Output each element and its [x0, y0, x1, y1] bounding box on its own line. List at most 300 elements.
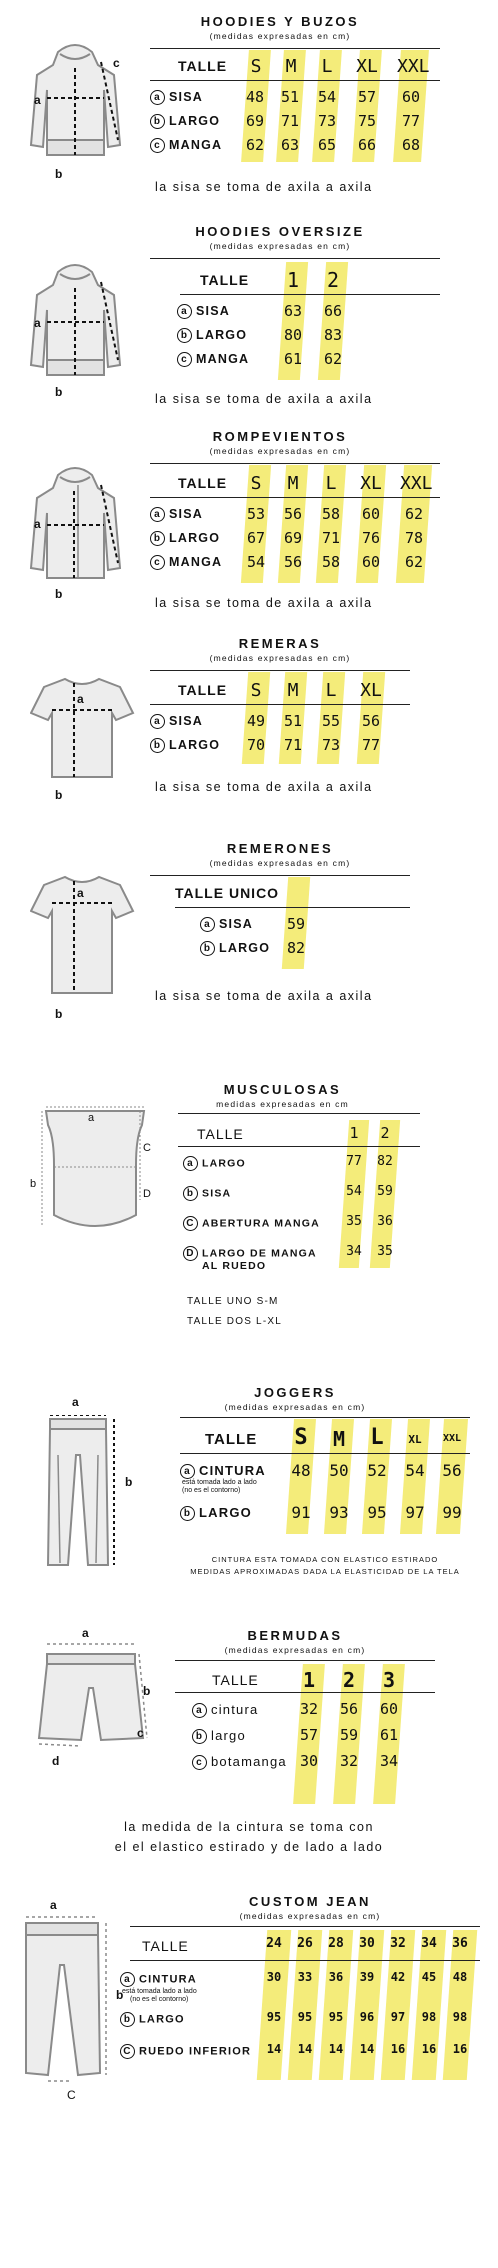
size-note: TALLE UNO S-M	[187, 1296, 279, 1307]
row-label-text: MANGA	[169, 138, 223, 152]
size-note: TALLE DOS L-XL	[187, 1316, 282, 1327]
row-sublabel: (no es el contorno)	[130, 1996, 189, 2003]
section-subtitle: (medidas expresadas en cm)	[209, 858, 351, 868]
header-size: 1	[286, 268, 300, 292]
cell-value: 59	[286, 915, 306, 933]
letter-badge: c	[192, 1755, 207, 1770]
letter-badge: c	[150, 555, 165, 570]
row-label-text: LARGO	[169, 738, 221, 752]
section-subtitle: (medidas expresadas en cm)	[209, 31, 351, 41]
cell-value: 76	[361, 529, 381, 547]
dim-c-label: c	[137, 1726, 144, 1740]
header-size: S	[250, 680, 262, 701]
header-talle: TALLE	[212, 1672, 259, 1688]
section-joggers	[0, 1375, 498, 1600]
cell-value: 77	[401, 112, 421, 130]
header-size: XL	[356, 56, 378, 77]
row-label-text: SISA	[196, 304, 230, 318]
row-label	[150, 738, 220, 753]
divider	[150, 80, 440, 81]
cell-value: 73	[317, 112, 337, 130]
header-size: L	[325, 473, 337, 494]
row-label-text: LARGO	[202, 1157, 246, 1170]
section-title: CUSTOM JEAN	[249, 1894, 371, 1909]
header-size: 26	[297, 1936, 313, 1951]
header-size: 30	[359, 1936, 375, 1951]
letter-badge: c	[150, 138, 165, 153]
header-size: XXL	[442, 1433, 462, 1444]
cell-value: 56	[283, 553, 303, 571]
cell-value: 63	[280, 136, 300, 154]
row-label-text: LARGO	[169, 114, 221, 128]
cell-value: 30	[266, 1970, 282, 1984]
header-size: 32	[390, 1936, 406, 1951]
row-label	[200, 917, 253, 932]
letter-badge: b	[150, 114, 165, 129]
divider	[175, 907, 410, 908]
section-hoodies	[0, 0, 498, 210]
cell-value: 60	[401, 88, 421, 106]
header-size: S	[294, 1425, 308, 1450]
sisa-note: la sisa se toma de axila a axila	[155, 180, 373, 194]
row-label	[177, 304, 230, 319]
cell-value: 54	[317, 88, 337, 106]
row-label-text: MANGA	[169, 555, 223, 569]
dim-b-label: b	[55, 1007, 63, 1021]
cell-value: 61	[283, 350, 303, 368]
cell-value: 56	[361, 712, 381, 730]
row-label	[192, 1728, 246, 1744]
row-label-text: ABERTURA MANGA	[202, 1217, 320, 1230]
header-size: 1	[349, 1124, 359, 1142]
cell-value: 33	[297, 1970, 313, 1984]
section-subtitle: medidas expresadas en cm	[216, 1099, 349, 1109]
section-remeras	[0, 630, 498, 820]
cell-value: 63	[283, 302, 303, 320]
row-label	[120, 1972, 197, 1987]
cell-value: 35	[346, 1214, 362, 1229]
row-label	[150, 114, 220, 129]
cell-value: 52	[367, 1461, 387, 1480]
row-label	[183, 1186, 231, 1201]
divider	[180, 294, 440, 295]
divider	[175, 1660, 435, 1661]
dim-a-label: a	[34, 93, 41, 107]
cell-value: 45	[421, 1970, 437, 1984]
joggers-illustration	[38, 1415, 118, 1580]
dim-c-label: c	[113, 56, 120, 70]
header-talle: TALLE	[200, 272, 250, 288]
cell-value: 71	[280, 112, 300, 130]
letter-badge: a	[150, 90, 165, 105]
row-sublabel: (no es el contorno)	[182, 1487, 241, 1494]
tank-top-illustration	[40, 1105, 150, 1240]
divider	[130, 1926, 480, 1927]
cell-value: 16	[390, 2042, 406, 2056]
row-label	[150, 714, 203, 729]
dim-a-label: a	[34, 316, 41, 330]
header-size: M	[285, 56, 297, 77]
cell-value: 57	[299, 1726, 319, 1744]
cell-value: 95	[297, 2010, 313, 2024]
row-label	[150, 507, 203, 522]
divider	[130, 1960, 480, 1961]
letter-badge: c	[177, 352, 192, 367]
cell-value: 77	[361, 736, 381, 754]
header-talle: TALLE	[178, 475, 228, 491]
cell-value: 67	[246, 529, 266, 547]
cell-value: 54	[246, 553, 266, 571]
section-subtitle: (medidas expresadas en cm)	[209, 446, 351, 456]
cell-value: 71	[321, 529, 341, 547]
cell-value: 14	[266, 2042, 282, 2056]
letter-badge: a	[200, 917, 215, 932]
section-hoodies-oversize	[0, 210, 498, 415]
cell-value: 32	[339, 1752, 359, 1770]
dim-c-label: C	[143, 1142, 151, 1154]
highlight-34	[412, 1930, 446, 2080]
section-subtitle: (medidas expresadas en cm)	[209, 653, 351, 663]
cell-value: 51	[280, 88, 300, 106]
header-size: 2	[326, 268, 340, 292]
cell-value: 83	[323, 326, 343, 344]
cell-value: 48	[245, 88, 265, 106]
row-label	[192, 1702, 258, 1718]
dim-d-label: d	[52, 1754, 60, 1768]
cell-value: 60	[379, 1700, 399, 1718]
cell-value: 58	[321, 505, 341, 523]
cell-value: 60	[361, 505, 381, 523]
cell-value: 82	[377, 1154, 393, 1169]
row-label-text: largo	[211, 1728, 246, 1743]
dim-b-label: b	[55, 788, 63, 802]
cell-value: 71	[283, 736, 303, 754]
section-title: HOODIES OVERSIZE	[195, 224, 365, 239]
letter-badge: b	[177, 328, 192, 343]
section-title: ROMPEVIENTOS	[212, 429, 348, 444]
row-label	[183, 1156, 246, 1171]
cell-value: 59	[377, 1184, 393, 1199]
dim-b-label: b	[55, 167, 63, 181]
header-size: S	[250, 56, 262, 77]
section-subtitle: (medidas expresadas en cm)	[239, 1911, 381, 1921]
dim-a-label: a	[34, 517, 41, 531]
section-remerones	[0, 835, 498, 1035]
header-size: 1	[302, 1668, 316, 1692]
cell-value: 68	[401, 136, 421, 154]
letter-badge: b	[150, 531, 165, 546]
row-label-text: SISA	[202, 1187, 232, 1200]
cell-value: 99	[442, 1503, 462, 1522]
letter-badge: a	[183, 1156, 198, 1171]
divider	[178, 1113, 420, 1114]
cell-value: 97	[390, 2010, 406, 2024]
cell-value: 78	[404, 529, 424, 547]
highlight-26	[288, 1930, 322, 2080]
highlight-24	[257, 1930, 291, 2080]
cell-value: 50	[329, 1461, 349, 1480]
header-talle: TALLE	[178, 682, 228, 698]
section-custom-jean	[0, 1880, 498, 2130]
dim-a-label: a	[77, 692, 84, 706]
letter-badge: C	[120, 2044, 135, 2059]
divider	[150, 258, 440, 259]
row-label-text: LARGO	[199, 1505, 252, 1520]
letter-badge: b	[183, 1186, 198, 1201]
section-bermudas	[0, 1620, 498, 1860]
letter-badge: b	[180, 1506, 195, 1521]
dim-b-label: b	[55, 587, 63, 601]
row-label	[150, 555, 222, 570]
cell-value: 34	[346, 1244, 362, 1259]
section-title: MUSCULOSAS	[223, 1082, 342, 1097]
letter-badge: a	[150, 714, 165, 729]
highlight-30	[350, 1930, 384, 2080]
letter-badge: b	[150, 738, 165, 753]
cell-value: 36	[377, 1214, 393, 1229]
dim-a-label: a	[72, 1395, 79, 1409]
waist-note: el el elastico estirado y de lado a lado	[114, 1840, 384, 1854]
section-subtitle: (medidas expresadas en cm)	[224, 1402, 366, 1412]
header-size: L	[321, 56, 333, 77]
header-size: 28	[328, 1936, 344, 1951]
header-size: S	[250, 473, 262, 494]
header-size: 3	[382, 1668, 396, 1692]
cell-value: 14	[328, 2042, 344, 2056]
section-title: BERMUDAS	[247, 1628, 343, 1643]
cell-value: 16	[452, 2042, 468, 2056]
header-size: L	[325, 680, 337, 701]
row-label	[120, 2044, 251, 2059]
header-talle: TALLE	[178, 58, 228, 74]
section-rompevientos	[0, 415, 498, 630]
section-title: REMERONES	[226, 841, 334, 856]
header-size: XL	[360, 473, 382, 494]
row-label-text: SISA	[219, 917, 253, 931]
dim-b-label: b	[30, 1178, 37, 1190]
dim-d-label: D	[143, 1188, 151, 1200]
cell-value: 16	[421, 2042, 437, 2056]
row-label	[177, 328, 247, 343]
jacket-illustration	[28, 463, 123, 598]
row-label-text: cintura	[211, 1702, 259, 1717]
divider	[150, 875, 410, 876]
divider	[175, 1692, 435, 1693]
cell-value: 14	[359, 2042, 375, 2056]
cell-value: 80	[283, 326, 303, 344]
cell-value: 56	[283, 505, 303, 523]
cell-value: 66	[357, 136, 377, 154]
cell-value: 56	[442, 1461, 462, 1480]
cell-value: 73	[321, 736, 341, 754]
cell-value: 62	[404, 505, 424, 523]
row-label-line2: AL RUEDO	[202, 1260, 267, 1272]
divider	[150, 497, 440, 498]
cell-value: 54	[405, 1461, 425, 1480]
cell-value: 95	[328, 2010, 344, 2024]
row-label-text: LARGO DE MANGA	[202, 1247, 317, 1260]
section-title: JOGGERS	[254, 1385, 336, 1400]
highlight-32	[381, 1930, 415, 2080]
letter-badge: b	[200, 941, 215, 956]
section-title: REMERAS	[238, 636, 322, 651]
hoodie-illustration	[28, 40, 123, 175]
section-musculosas	[0, 1070, 498, 1340]
row-label	[192, 1754, 287, 1770]
header-size: XL	[360, 680, 382, 701]
row-label-text: CINTURA	[199, 1463, 266, 1478]
cell-value: 62	[404, 553, 424, 571]
cell-value: 36	[328, 1970, 344, 1984]
cell-value: 98	[452, 2010, 468, 2024]
cell-value: 54	[346, 1184, 362, 1199]
cell-value: 75	[357, 112, 377, 130]
row-label-text: SISA	[169, 714, 203, 728]
header-size: XXL	[397, 56, 430, 77]
header-size: M	[287, 473, 299, 494]
row-label	[150, 138, 222, 153]
cell-value: 66	[323, 302, 343, 320]
jeans-illustration	[18, 1915, 113, 2090]
dim-b-label: b	[116, 1988, 124, 2002]
letter-badge: a	[192, 1703, 207, 1718]
header-size: 34	[421, 1936, 437, 1951]
header-size: M	[287, 680, 299, 701]
row-label-text: botamanga	[211, 1754, 287, 1769]
row-label-text: LARGO	[139, 2013, 185, 2026]
letter-badge: a	[177, 304, 192, 319]
sisa-note: la sisa se toma de axila a axila	[155, 780, 373, 794]
cell-value: 32	[299, 1700, 319, 1718]
dim-a-label: a	[77, 886, 84, 900]
row-label	[180, 1463, 266, 1479]
row-sublabel: está tomada lado a lado	[182, 1479, 257, 1486]
cell-value: 57	[357, 88, 377, 106]
letter-badge: a	[150, 507, 165, 522]
cell-value: 35	[377, 1244, 393, 1259]
cell-value: 91	[291, 1503, 311, 1522]
header-talle: TALLE	[205, 1431, 258, 1448]
row-sublabel: está tomada lado a lado	[122, 1988, 197, 1995]
cell-value: 98	[421, 2010, 437, 2024]
cell-value: 96	[359, 2010, 375, 2024]
cell-value: 82	[286, 939, 306, 957]
section-subtitle: (medidas expresadas en cm)	[224, 1645, 366, 1655]
row-label-text: MANGA	[196, 352, 250, 366]
row-label	[183, 1246, 317, 1261]
cell-value: 55	[321, 712, 341, 730]
letter-badge: b	[192, 1729, 207, 1744]
cell-value: 93	[329, 1503, 349, 1522]
row-label-text: SISA	[169, 90, 203, 104]
header-talle: TALLE	[197, 1126, 244, 1142]
letter-badge: a	[120, 1972, 135, 1987]
elastic-note: CINTURA ESTA TOMADA CON ELASTICO ESTIRADO	[211, 1555, 439, 1564]
divider	[180, 1453, 470, 1454]
highlight-36	[443, 1930, 477, 2080]
header-size: 2	[342, 1668, 356, 1692]
cell-value: 14	[297, 2042, 313, 2056]
dim-c-label: C	[67, 2088, 76, 2102]
hoodie-illustration	[28, 260, 123, 395]
elasticity-note: MEDIDAS APROXIMADAS DADA LA ELASTICIDAD DE LA TELA	[190, 1567, 460, 1576]
cell-value: 60	[361, 553, 381, 571]
row-label-text: LARGO	[169, 531, 221, 545]
bermudas-illustration	[35, 1640, 150, 1750]
header-size: 2	[380, 1124, 390, 1142]
row-label	[150, 531, 220, 546]
cell-value: 51	[283, 712, 303, 730]
cell-value: 69	[245, 112, 265, 130]
header-size: M	[332, 1427, 346, 1451]
cell-value: 97	[405, 1503, 425, 1522]
cell-value: 69	[283, 529, 303, 547]
cell-value: 42	[390, 1970, 406, 1984]
row-label	[150, 90, 203, 105]
cell-value: 61	[379, 1726, 399, 1744]
header-size: 36	[452, 1936, 468, 1951]
cell-value: 59	[339, 1726, 359, 1744]
divider	[150, 704, 410, 705]
cell-value: 62	[245, 136, 265, 154]
divider	[178, 1146, 420, 1147]
row-label	[200, 941, 270, 956]
cell-value: 56	[339, 1700, 359, 1718]
cell-value: 62	[323, 350, 343, 368]
section-subtitle: (medidas expresadas en cm)	[209, 241, 351, 251]
cell-value: 70	[246, 736, 266, 754]
header-talle-unico: TALLE UNICO	[175, 885, 280, 901]
cell-value: 95	[266, 2010, 282, 2024]
cell-value: 34	[379, 1752, 399, 1770]
row-label	[180, 1505, 252, 1521]
waist-note: la medida de la cintura se toma con	[124, 1820, 374, 1834]
dim-b-label: b	[55, 385, 63, 399]
letter-badge: D	[183, 1246, 198, 1261]
row-label-text: LARGO	[196, 328, 248, 342]
sisa-note: la sisa se toma de axila a axila	[155, 989, 373, 1003]
row-label-text: LARGO	[219, 941, 271, 955]
highlight-28	[319, 1930, 353, 2080]
row-label	[120, 2012, 185, 2027]
cell-value: 49	[246, 712, 266, 730]
sisa-note: la sisa se toma de axila a axila	[155, 392, 373, 406]
cell-value: 58	[321, 553, 341, 571]
header-size: L	[370, 1425, 384, 1450]
cell-value: 53	[246, 505, 266, 523]
row-label-text: CINTURA	[139, 1973, 197, 1986]
row-label	[177, 352, 249, 367]
cell-value: 95	[367, 1503, 387, 1522]
cell-value: 77	[346, 1154, 362, 1169]
cell-value: 48	[452, 1970, 468, 1984]
sisa-note: la sisa se toma de axila a axila	[155, 596, 373, 610]
row-label-text: SISA	[169, 507, 203, 521]
header-size: XL	[408, 1433, 422, 1446]
row-label	[183, 1216, 320, 1231]
dim-a-label: a	[50, 1898, 57, 1912]
letter-badge: a	[180, 1464, 195, 1479]
cell-value: 39	[359, 1970, 375, 1984]
section-title: HOODIES Y BUZOS	[200, 14, 360, 29]
header-size: 24	[266, 1936, 282, 1951]
dim-b-label: b	[125, 1475, 133, 1489]
dim-a-label: a	[82, 1626, 89, 1640]
dim-a-label: a	[88, 1112, 95, 1124]
cell-value: 30	[299, 1752, 319, 1770]
cell-value: 65	[317, 136, 337, 154]
header-talle: TALLE	[142, 1938, 189, 1954]
